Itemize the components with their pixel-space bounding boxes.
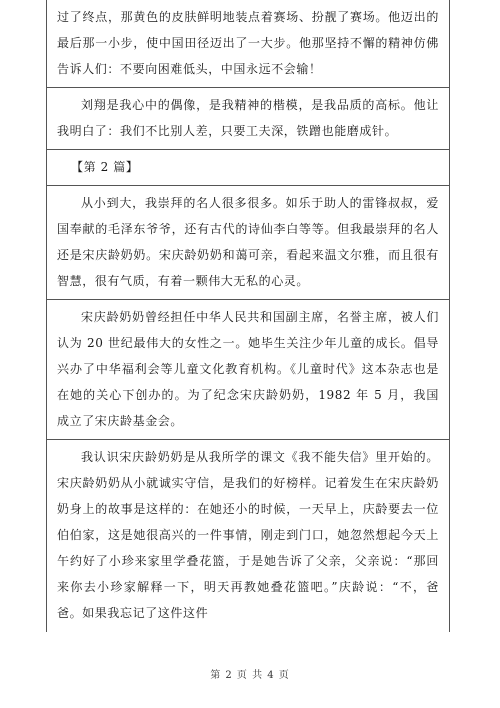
section-heading: 【第 2 篇】	[71, 160, 139, 174]
paragraph: 过了终点，那黄色的皮肤鲜明地装点着赛场、扮靓了赛场。他迈出的最后那一小步，使中国田径迈出了一大步。他那坚持不懈的精神仿佛告诉人们：不要向困难低头，中国永远不会输！	[57, 10, 439, 76]
text-block-admired-people	[47, 186, 449, 300]
paragraph: 宋庆龄奶奶曾经担任中华人民共和国副主席，名誉主席，被人们认为 20 世纪最伟大的女性之一。她毕生关注少年儿童的成长。倡导兴办了中华福利会等儿童文化教育机构。《儿童时代》这本杂志也是在她的关心下创办的。为了纪念宋庆龄奶奶，1982 年 5 月，我国成立了宋庆龄基金会。	[57, 310, 439, 428]
document-page-frame	[46, 0, 450, 632]
paragraph: 从小到大，我崇拜的名人很多很多。如乐于助人的雷锋叔叔，爱国奉献的毛泽东爷爷，还有古代的诗仙李白等等。但我最崇拜的名人还是宋庆龄奶奶。宋庆龄奶奶和蔼可亲，看起来温文尔雅，而且很有智慧，很有气质，有着一颗伟大无私的心灵。	[57, 196, 439, 288]
section-heading-part-2	[47, 150, 449, 186]
text-block-liu-xiang-idol	[47, 88, 449, 150]
text-block-song-career	[47, 300, 449, 440]
paragraph: 我认识宋庆龄奶奶是从我所学的课文《我不能失信》里开始的。宋庆龄奶奶从小就诚实守信，是我们的好榜样。记着发生在宋庆龄奶奶身上的故事是这样的：在她还小的时候，一天早上，庆龄要去一位伯伯家，这是她很高兴的一件事情，刚走到门口，她忽然想起今天上午约好了小珍来家里学叠花篮，于是她告诉了父亲，父亲说：“那回来你去小珍家解释一下，明天再教她叠花篮吧。”庆龄说：“不，爸爸。如果我忘记了这件这件	[57, 450, 439, 620]
text-block-liu-xiang-finish	[47, 0, 449, 88]
page-number-footer: 第 2 页 共 4 页	[210, 670, 290, 681]
paragraph: 刘翔是我心中的偶像，是我精神的楷模，是我品质的高标。他让我明白了：我们不比别人差，只要工夫深，铁蹭也能磨成针。	[57, 98, 439, 138]
text-block-song-story	[47, 440, 449, 631]
